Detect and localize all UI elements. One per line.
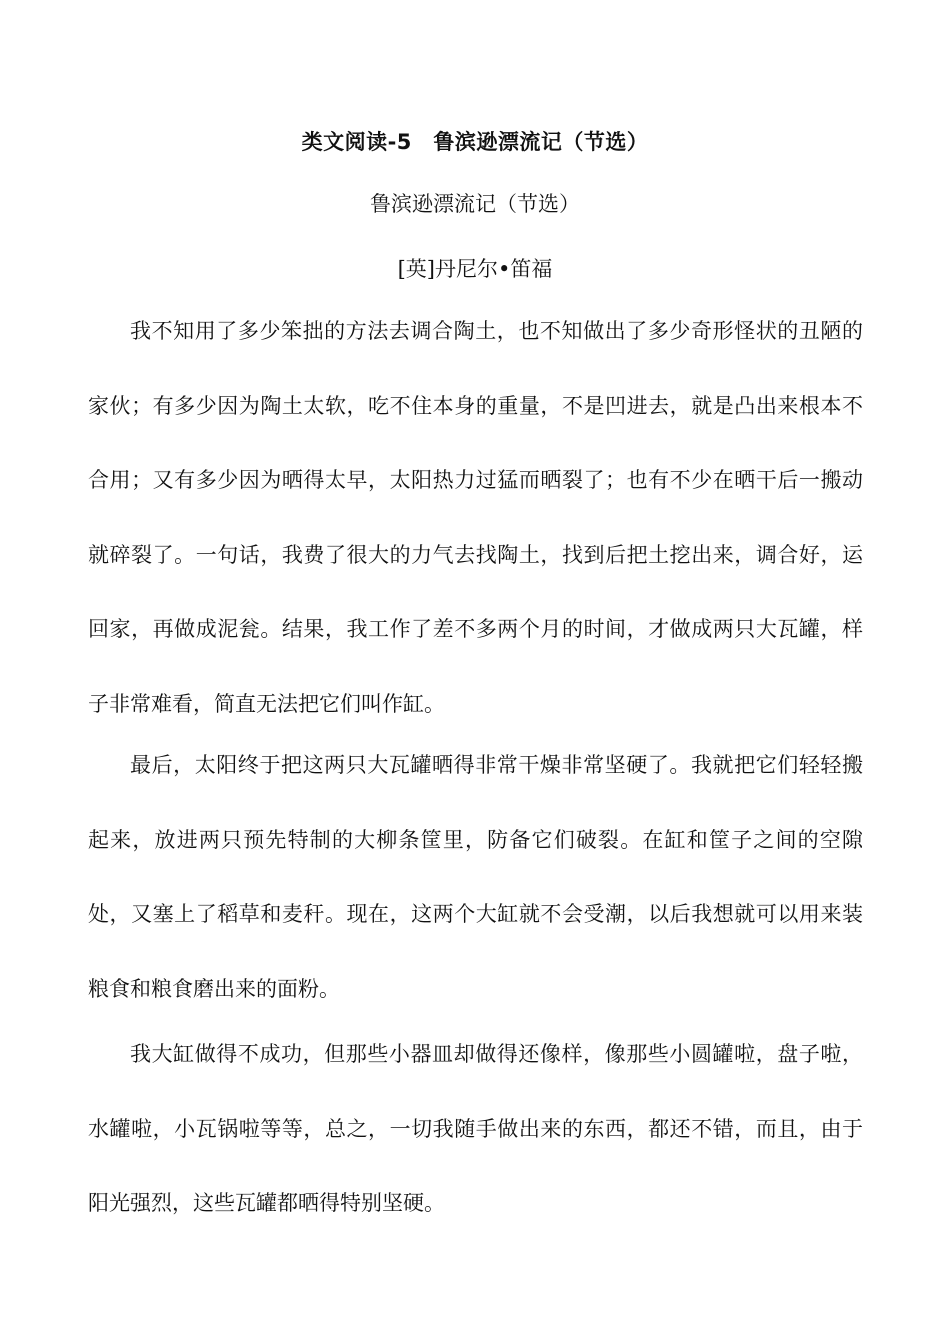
document-title: 类文阅读-5 鲁滨逊漂流记（节选）	[301, 130, 649, 154]
paragraph-3: 我大缸做得不成功，但那些小器皿却做得还像样，像那些小圆罐啦，盘子啦，水罐啦，小瓦锅啦等等，总之，一切我随手做出来的东西，都还不错，而且，由于阳光强烈，这些瓦罐都晒得特别坚硬。	[88, 1042, 863, 1215]
author-line: [英]丹尼尔•笛福	[397, 257, 553, 281]
story-title: 鲁滨逊漂流记（节选）	[370, 192, 580, 216]
paragraph-1: 我不知用了多少笨拙的方法去调合陶土，也不知做出了多少奇形怪状的丑陋的家伙；有多少因为陶土太软，吃不住本身的重量，不是凹进去，就是凸出来根本不合用；又有多少因为晒得太早，太阳热力过猛而晒裂了；也有不少在晒干后一搬动就碎裂了。一句话，我费了很大的力气去找陶土，找到后把土挖出来，调合好，运回家，再做成泥瓮。结果，我工作了差不多两个月的时间，才做成两只大瓦罐，样子非常难看，简直无法把它们叫作缸。	[88, 319, 863, 716]
paragraph-2: 最后，太阳终于把这两只大瓦罐晒得非常干燥非常坚硬了。我就把它们轻轻搬起来，放进两只预先特制的大柳条筐里，防备它们破裂。在缸和筐子之间的空隙处，又塞上了稻草和麦秆。现在，这两个大缸就不会受潮，以后我想就可以用来装粮食和粮食磨出来的面粉。	[88, 753, 863, 1001]
